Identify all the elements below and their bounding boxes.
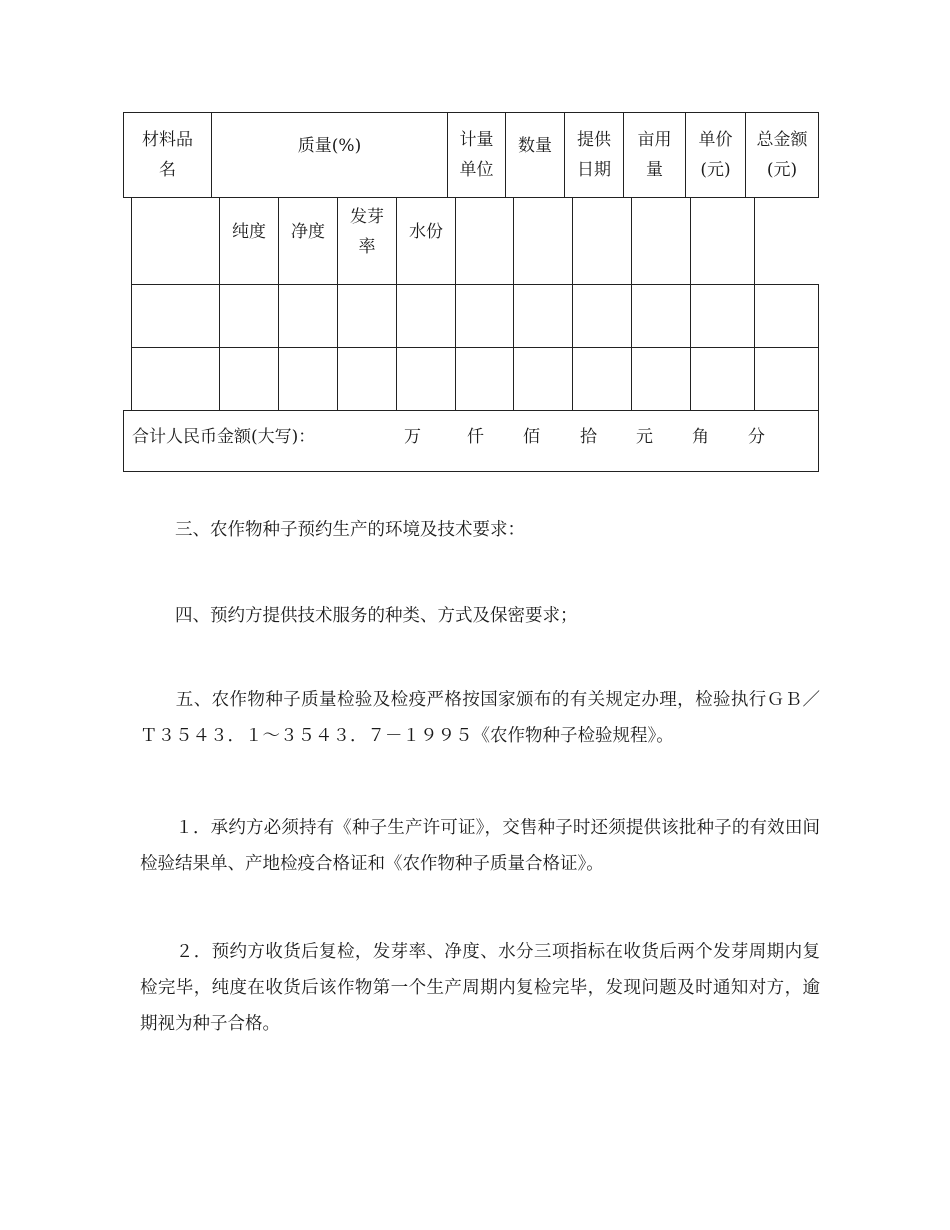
sub-cleanliness: 净度 (291, 222, 325, 242)
header-measure-unit: 计量 单位 (459, 130, 494, 180)
unit-yuan: 元 (636, 427, 653, 447)
total-amount-label: 合计人民币金额(大写)： (132, 427, 316, 447)
section-three: 三、农作物种子预约生产的环境及技术要求： (140, 520, 525, 540)
sub-purity: 纯度 (232, 222, 266, 242)
item-one: １．承约方必须持有《种子生产许可证》，交售种子时还须提供该批种子的有效田间检验结果单、产地检疫合格证和《农作物种子质量合格证》。 (140, 818, 820, 874)
header-per-mu: 亩用 量 (637, 130, 672, 180)
header-supply-date: 提供 日期 (577, 130, 611, 180)
unit-bai: 佰 (523, 427, 540, 447)
sub-germination: 发芽 率 (350, 207, 384, 257)
unit-shi: 拾 (580, 427, 597, 447)
header-quality: 质量(%) (297, 136, 362, 156)
header-total-amount: 总金额 (元) (756, 130, 808, 180)
header-material-name: 材料品 名 (142, 130, 193, 180)
unit-wan: 万 (404, 427, 421, 447)
item-two: ２．预约方收货后复检，发芽率、净度、水分三项指标在收货后两个发芽周期内复检完毕，纯度在收货后该作物第一个生产周期内复检完毕，发现问题及时通知对方，逾期视为种子合格。 (140, 942, 820, 1034)
section-five: 五、农作物种子质量检验及检疫严格按国家颁布的有关规定办理，检验执行ＧＢ／Ｔ３５４３．１～３５４３．７－１９９５《农作物种子检验规程》。 (140, 690, 820, 746)
unit-qian: 仟 (467, 427, 484, 447)
header-unit-price: 单价 (元) (698, 130, 733, 180)
sub-moisture: 水份 (409, 222, 443, 242)
section-four: 四、预约方提供技术服务的种类、方式及保密要求； (140, 606, 578, 626)
header-quantity: 数量 (518, 136, 552, 156)
unit-fen: 分 (748, 427, 765, 447)
unit-jiao: 角 (692, 427, 709, 447)
